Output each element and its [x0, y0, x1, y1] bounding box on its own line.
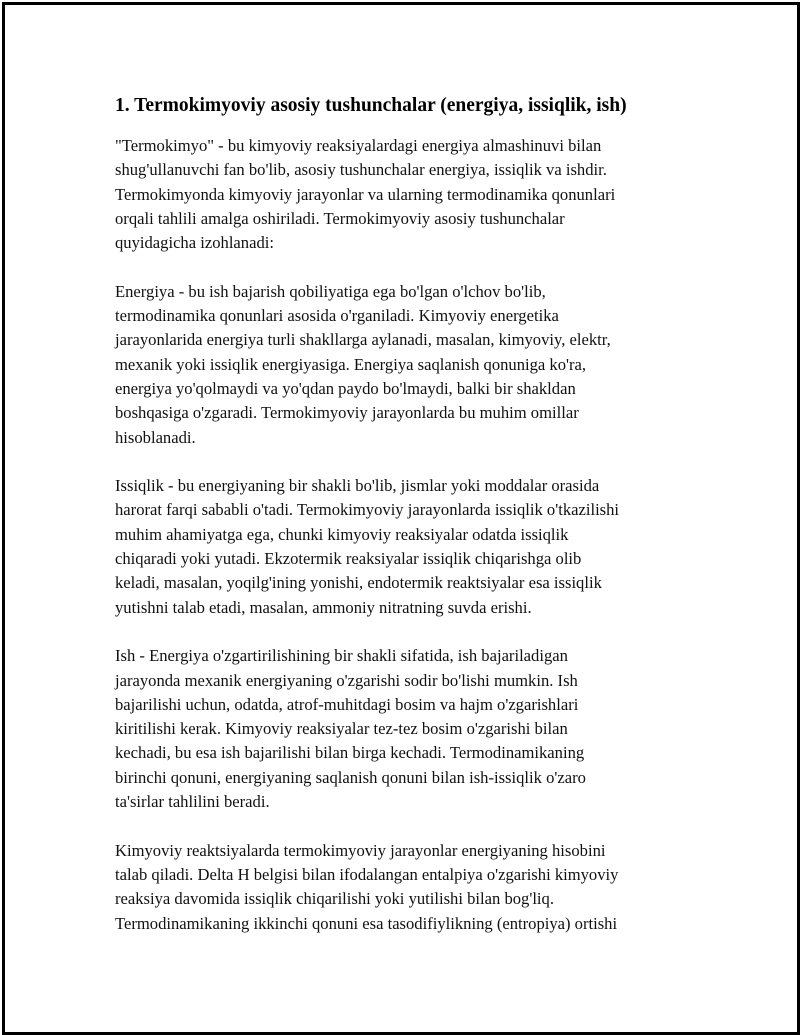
- text-line: Termokimyonda kimyoviy jarayonlar va ularning termodinamika qonunlari: [115, 184, 616, 204]
- text-line: boshqasiga o'zgaradi. Termokimyoviy jarayonlarda bu muhim omillar: [115, 403, 579, 423]
- text-line: energiya yo'qolmaydi va yo'qdan paydo bo'lmaydi, balki bir shakldan: [115, 378, 576, 398]
- text-line: "Termokimyo" - bu kimyoviy reaksiyalardagi energiya almashinuvi bilan: [115, 136, 602, 155]
- text-line: Kimyoviy reaktsiyalarda termokimyoviy jarayonlar energiyaning hisobini: [115, 840, 606, 860]
- text-line: hisoblanadi.: [115, 427, 196, 447]
- text-line: reaksiya davomida issiqlik chiqarilishi yoki yutilishi bilan bog'liq.: [115, 889, 554, 909]
- text-line: Termodinamikaning ikkinchi qonuni esa tasodifiylikning (entropiya) ortishi: [115, 913, 618, 933]
- text-line: mexanik yoki issiqlik energiyasiga. Energiya saqlanish qonuniga ko'ra,: [115, 354, 587, 374]
- text-line: jarayonlarida energiya turli shakllarga aylanadi, masalan, kimyoviy, elektr,: [115, 330, 611, 350]
- paragraph: [115, 839, 685, 936]
- paragraph: [115, 644, 685, 814]
- text-line: yutishni talab etadi, masalan, ammoniy nitratning suvda erishi.: [115, 597, 532, 617]
- paragraph: [115, 134, 685, 255]
- text-line: harorat farqi sababli o'tadi. Termokimyoviy jarayonlarda issiqlik o'tkazilishi: [115, 500, 620, 520]
- text-line: shug'ullanuvchi fan bo'lib, asosiy tushunchalar energiya, issiqlik va ishdir.: [115, 160, 607, 180]
- text-line: Ish - Energiya o'zgartirilishining bir shakli sifatida, ish bajariladigan: [115, 646, 568, 666]
- text-line: birinchi qonuni, energiyaning saqlanish qonuni bilan ish-issiqlik o'zaro: [115, 767, 586, 787]
- text-line: bajarilishi uchun, odatda, atrof-muhitdagi bosim va hajm o'zgarishlari: [115, 694, 579, 714]
- text-line: kiritilishi kerak. Kimyoviy reaksiyalar tez-tez bosim o'zgarishi bilan: [115, 719, 568, 739]
- text-line: termodinamika qonunlari asosida o'rganiladi. Kimyoviy energetika: [115, 306, 559, 326]
- text-line: jarayonda mexanik energiyaning o'zgarishi sodir bo'lishi mumkin. Ish: [115, 670, 578, 690]
- text-line: keladi, masalan, yoqilg'ining yonishi, endotermik reaktsiyalar esa issiqlik: [115, 573, 602, 593]
- text-line: kechadi, bu esa ish bajarilishi bilan birga kechadi. Termodinamikaning: [115, 743, 585, 763]
- text-line: Issiqlik - bu energiyaning bir shakli bo'lib, jismlar yoki moddalar orasida: [115, 476, 600, 496]
- text-line: orqali tahlili amalga oshiriladi. Termokimyoviy asosiy tushunchalar: [115, 208, 565, 228]
- text-line: talab qiladi. Delta H belgisi bilan ifodalangan entalpiya o'zgarishi kimyoviy: [115, 864, 619, 884]
- text-line: Energiya - bu ish bajarish qobiliyatiga ega bo'lgan o'lchov bo'lib,: [115, 281, 546, 301]
- document-title: 1. Termokimyoviy asosiy tushunchalar (energiya, issiqlik, ish): [115, 95, 627, 116]
- paragraph: [115, 474, 685, 620]
- document-body: [115, 94, 685, 960]
- text-line: chiqaradi yoki yutadi. Ekzotermik reaksiyalar issiqlik chiqarishga olib: [115, 549, 582, 569]
- text-line: ta'sirlar tahlilini beradi.: [115, 792, 270, 812]
- text-line: quyidagicha izohlanadi:: [115, 233, 274, 253]
- paragraph-list: [115, 134, 685, 936]
- paragraph: [115, 280, 685, 450]
- text-line: muhim ahamiyatga ega, chunki kimyoviy reaksiyalar odatda issiqlik: [115, 524, 569, 544]
